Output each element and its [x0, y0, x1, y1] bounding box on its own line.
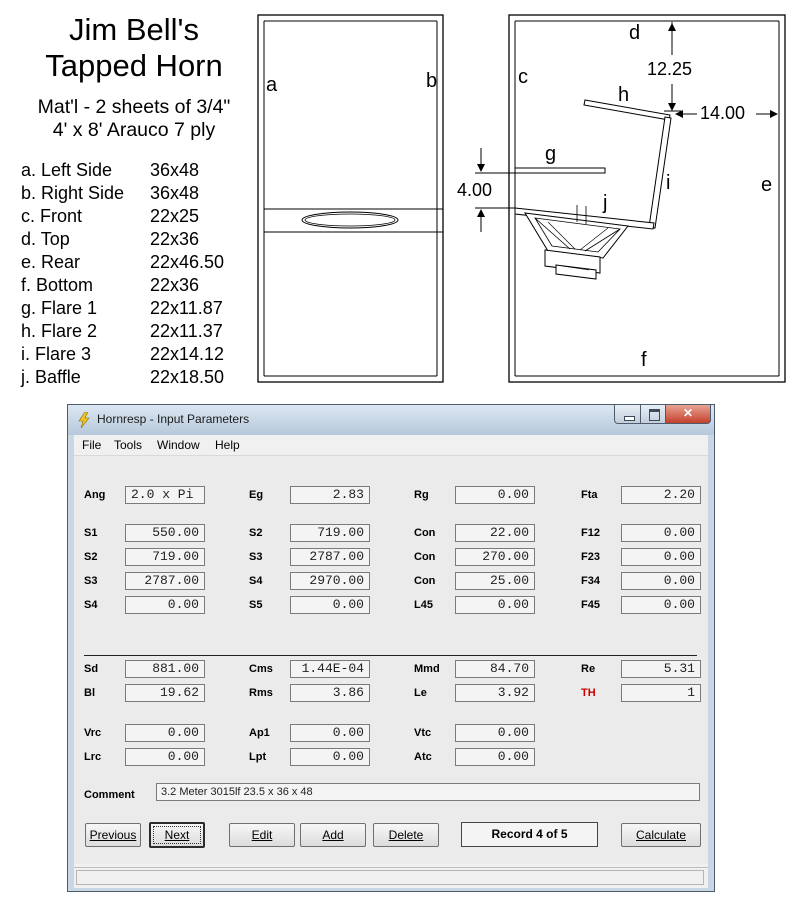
close-icon: ✕	[682, 406, 694, 420]
label-le: Le	[414, 687, 427, 699]
minimize-icon	[624, 416, 635, 421]
part-label: a. Left Side	[21, 160, 113, 180]
part-label: c. Front	[21, 206, 83, 226]
input-s4-col2[interactable]: 2970.00	[290, 572, 370, 590]
menu-file[interactable]: File	[82, 438, 102, 452]
label-atc: Atc	[414, 751, 432, 763]
label-vtc: Vtc	[414, 727, 432, 739]
input-s3-col2[interactable]: 2787.00	[290, 548, 370, 566]
input-s1[interactable]: 550.00	[125, 524, 205, 542]
part-dims: 22x25	[150, 206, 200, 226]
label-s1: S1	[84, 527, 98, 539]
part-label: g. Flare 1	[21, 298, 98, 318]
side-label-g: g	[545, 143, 557, 165]
diagram-title-line1: Jim Bell's	[69, 12, 199, 47]
input-th[interactable]: 1	[621, 684, 701, 702]
maximize-button[interactable]	[640, 405, 666, 424]
label-s4-col2: S4	[249, 575, 263, 587]
record-indicator: Record 4 of 5	[461, 822, 598, 847]
part-dims: 22x46.50	[150, 252, 225, 272]
part-label: i. Flare 3	[21, 344, 92, 364]
label-f23: F23	[581, 551, 600, 563]
input-mmd[interactable]: 84.70	[455, 660, 535, 678]
input-s4[interactable]: 0.00	[125, 596, 205, 614]
side-label-i: i	[666, 172, 671, 194]
previous-button[interactable]: Previous	[85, 823, 141, 847]
front-label-a: a	[266, 74, 278, 96]
part-dims: 22x11.87	[150, 298, 223, 318]
input-eg[interactable]: 2.83	[290, 486, 370, 504]
label-con-1: Con	[414, 527, 436, 539]
part-dims: 22x11.37	[150, 321, 223, 341]
lightning-icon	[77, 412, 91, 428]
input-f34[interactable]: 0.00	[621, 572, 701, 590]
label-rg: Rg	[414, 489, 429, 501]
input-sd[interactable]: 881.00	[125, 660, 205, 678]
input-rms[interactable]: 3.86	[290, 684, 370, 702]
part-label: d. Top	[21, 229, 70, 249]
side-label-c: c	[518, 66, 528, 88]
label-lpt: Lpt	[249, 751, 267, 763]
window-title: Hornresp - Input Parameters	[97, 412, 250, 426]
part-dims: 22x18.50	[150, 367, 225, 387]
input-f12[interactable]: 0.00	[621, 524, 701, 542]
label-con-3: Con	[414, 575, 436, 587]
diagram-title-line2: Tapped Horn	[45, 48, 223, 83]
label-ang: Ang	[84, 489, 106, 501]
part-dims: 22x14.12	[150, 344, 225, 364]
label-bl: Bl	[84, 687, 95, 699]
part-label: e. Rear	[21, 252, 81, 272]
window-client	[74, 435, 708, 887]
calculate-button[interactable]: Calculate	[621, 823, 701, 847]
label-f45: F45	[581, 599, 600, 611]
label-s2: S2	[84, 551, 98, 563]
part-label: h. Flare 2	[21, 321, 98, 341]
input-bl[interactable]: 19.62	[125, 684, 205, 702]
input-parameters-panel	[74, 456, 708, 864]
section-divider	[84, 655, 697, 656]
input-lrc[interactable]: 0.00	[125, 748, 205, 766]
input-s5[interactable]: 0.00	[290, 596, 370, 614]
status-bar	[74, 867, 708, 888]
label-sd: Sd	[84, 663, 99, 675]
input-lpt[interactable]: 0.00	[290, 748, 370, 766]
input-ap1[interactable]: 0.00	[290, 724, 370, 742]
next-button-label: Next	[164, 828, 190, 842]
label-fta: Fta	[581, 489, 598, 501]
add-button[interactable]: Add	[300, 823, 366, 847]
label-con-2: Con	[414, 551, 436, 563]
side-label-d: d	[629, 22, 641, 44]
input-fta[interactable]: 2.20	[621, 486, 701, 504]
input-f45[interactable]: 0.00	[621, 596, 701, 614]
label-mmd: Mmd	[414, 663, 440, 675]
hornresp-window	[67, 404, 715, 892]
menu-bar	[74, 435, 708, 456]
label-cms: Cms	[249, 663, 273, 675]
label-s5: S5	[249, 599, 263, 611]
minimize-button[interactable]	[614, 405, 641, 424]
label-comment: Comment	[84, 789, 135, 801]
material-line1: Mat'l - 2 sheets of 3/4"	[37, 96, 231, 118]
input-s2-col2[interactable]: 719.00	[290, 524, 370, 542]
label-l45: L45	[414, 599, 433, 611]
part-dims: 36x48	[150, 183, 200, 203]
front-label-b: b	[426, 70, 438, 92]
side-label-h: h	[618, 84, 630, 106]
dimension-flare-gap: 4.00	[457, 180, 493, 200]
dimension-rear-gap: 14.00	[700, 103, 746, 123]
label-f34: F34	[581, 575, 600, 587]
input-f23[interactable]: 0.00	[621, 548, 701, 566]
input-vtc[interactable]: 0.00	[455, 724, 535, 742]
part-label: b. Right Side	[21, 183, 125, 203]
next-button[interactable]	[149, 822, 205, 848]
menu-window[interactable]: Window	[157, 438, 200, 452]
side-label-j: j	[603, 192, 608, 214]
label-re: Re	[581, 663, 596, 675]
input-s2[interactable]: 719.00	[125, 548, 205, 566]
menu-tools[interactable]: Tools	[114, 438, 143, 452]
close-button[interactable]	[665, 405, 711, 424]
part-dims: 22x36	[150, 275, 200, 295]
input-le[interactable]: 3.92	[455, 684, 535, 702]
comment-field[interactable]: 3.2 Meter 3015lf 23.5 x 36 x 48	[156, 783, 700, 801]
part-label: j. Baffle	[21, 367, 81, 387]
menu-help[interactable]: Help	[215, 438, 240, 452]
input-s3[interactable]: 2787.00	[125, 572, 205, 590]
input-con-1[interactable]: 22.00	[455, 524, 535, 542]
input-con-3[interactable]: 25.00	[455, 572, 535, 590]
label-th: TH	[581, 687, 596, 699]
input-atc[interactable]: 0.00	[455, 748, 535, 766]
part-dims: 22x36	[150, 229, 200, 249]
input-l45[interactable]: 0.00	[455, 596, 535, 614]
input-con-2[interactable]: 270.00	[455, 548, 535, 566]
label-eg: Eg	[249, 489, 264, 501]
maximize-icon	[649, 409, 660, 421]
input-ang[interactable]: 2.0 x Pi	[125, 486, 205, 504]
label-s3-col2: S3	[249, 551, 263, 563]
front-view	[258, 15, 443, 382]
part-label: f. Bottom	[21, 275, 94, 295]
label-ap1: Ap1	[249, 727, 270, 739]
label-f12: F12	[581, 527, 600, 539]
input-re[interactable]: 5.31	[621, 660, 701, 678]
side-label-e: e	[761, 174, 773, 196]
dimension-top-gap: 12.25	[647, 59, 693, 79]
status-field	[76, 870, 704, 885]
label-s2-col2: S2	[249, 527, 263, 539]
delete-button[interactable]: Delete	[373, 823, 439, 847]
label-lrc: Lrc	[84, 751, 102, 763]
input-vrc[interactable]: 0.00	[125, 724, 205, 742]
material-line2: 4' x 8' Arauco 7 ply	[52, 119, 216, 141]
label-rms: Rms	[249, 687, 273, 699]
input-cms[interactable]: 1.44E-04	[290, 660, 370, 678]
part-dims: 36x48	[150, 160, 200, 180]
label-vrc: Vrc	[84, 727, 102, 739]
label-s3: S3	[84, 575, 98, 587]
input-rg[interactable]: 0.00	[455, 486, 535, 504]
label-s4: S4	[84, 599, 98, 611]
edit-button[interactable]: Edit	[229, 823, 295, 847]
side-label-f: f	[641, 349, 647, 371]
window-titlebar[interactable]	[68, 405, 714, 435]
